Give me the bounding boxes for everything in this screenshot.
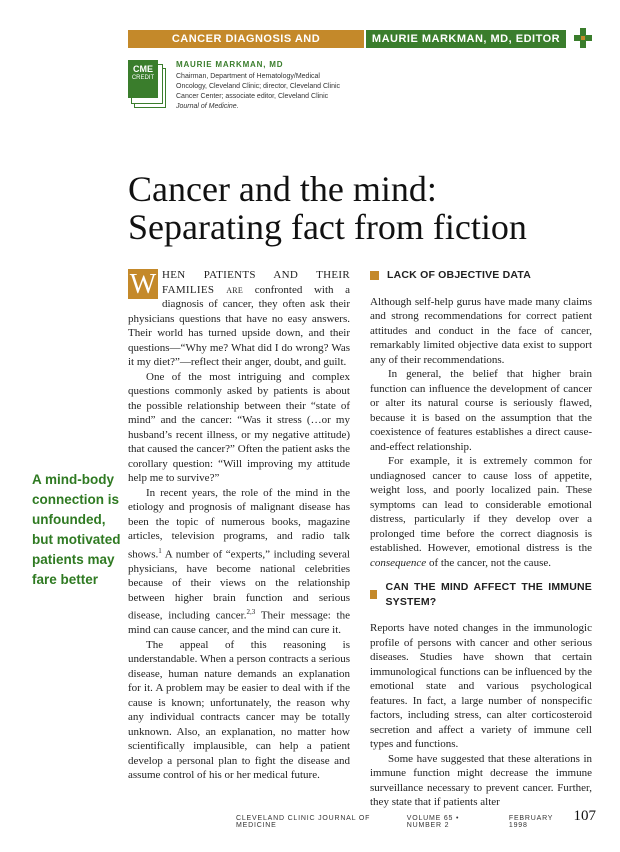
page-number: 107 [573,808,596,824]
page-footer [236,808,596,829]
section-heading-text: LACK OF OBJECTIVE DATA [387,269,532,281]
pull-quote [32,470,128,590]
column-left [128,268,350,783]
reference-mark: 1 [158,546,162,555]
section-banner [128,30,566,63]
square-bullet-icon [370,271,379,280]
paragraph [370,454,592,570]
cross-logo-icon [574,28,592,48]
paragraph: Some have suggested that these alterations in immune function might decrease the immune surveillance necessary to prevent cancer. Further, they state that if patients alter [370,752,592,808]
lead-in: HEN PATIENTS AND THEIR FAMILIES are [162,269,350,296]
pull-quote-line: but motivated [32,532,121,547]
paragraph-text: A number of “experts,” including several physicians, have become national celebrities because of their views on the relationship between higher brain function and serious disease, including cancer. [128,548,350,622]
section-heading [370,580,592,609]
title-line: Cancer and the mind: [128,169,437,209]
section-heading-text: CAN THE MIND AFFECT THE IMMUNE SYSTEM? [385,581,592,608]
paragraph: Reports have noted changes in the immunologic profile of persons with cancer and other serious diseases. Studies have shown that certain immunological functions can be influenced by the emotional state and various psychological features. In fact, a large number of nonspecific factors, including stress, can alter corticosteroid secretion and affect a variety of immune cell types and functions. [370,622,592,750]
section-label: CANCER DIAGNOSIS AND MANAGEMENT [128,30,364,48]
paragraph [128,268,350,370]
reference-mark: 2,3 [246,608,256,617]
cme-text: CME [133,64,153,74]
emphasis: consequence [370,556,427,569]
paragraph: Although self-help gurus have made many claims and strong recommendations for correct patient attitudes and conduct in the face of cancer, remarkably limited objective data exist to support any of their recommendations. [370,295,592,366]
issue-date: FEBRUARY 1998 [508,815,554,829]
author-name: MAURIE MARKMAN, MD [176,60,284,69]
paragraph-text: confronted with a diagnosis of cancer, they often ask their physicians questions that have no easy answers. Their world has turned upside down, and their questions—“Why me? What did I do wrong? Was it my diet?”—reflect their anger, doubt, and guilt. [128,283,350,368]
column-right [370,268,592,810]
paragraph-text: In recent years, the role of the mind in the etiology and prognosis of malignant disease has been the topic of numerous books, magazine articles, television programs, and radio talk shows. [128,486,350,561]
drop-cap: W [129,269,157,300]
credit-text: CREDIT [131,75,155,81]
journal-name: CLEVELAND CLINIC JOURNAL OF MEDICINE [236,815,371,829]
author-bio-line: Oncology, Cleveland Clinic; director, Cleveland Clinic [176,83,341,90]
pull-quote-line: fare better [32,572,99,587]
paragraph-text: Their message: the mind can cause cancer, and the mind can cure it. [128,609,350,637]
author-block [176,60,376,112]
editor-label: MAURIE MARKMAN, MD, EDITOR [366,30,566,48]
author-bio-line: Chairman, Department of Hematology/Medical [176,73,320,80]
paragraph: In general, the belief that higher brain function can influence the development of cancer or alter its natural course is seriously flawed, because it is based on the assumption that the coexistence of features establishes a direct cause-and-effect relationship. [370,368,592,453]
paragraph-text: of the cancer, not the cause. [426,556,551,569]
paragraph: One of the most intriguing and complex questions commonly asked by patients is about the possible relationship between their “state of mind” and the cancer: “Was it stress (…or my husband’s recent illness, or my negative attitude) that caused the cancer?” Often the patient asks the corollary question: “Will improving my attitude help me to survive?” [128,370,350,484]
cme-credit-badge [128,60,164,106]
pull-quote-line: unfounded, [32,512,106,527]
section-heading [370,268,592,283]
author-bio-line: Cancer Center; associate editor, Cleveland Clinic [176,93,329,100]
square-bullet-icon [370,590,377,599]
title-line: Separating fact from fiction [128,207,527,247]
pull-quote-line: A mind-body [32,472,114,487]
paragraph-text: For example, it is extremely common for undiagnosed cancer to cause loss of appetite, weight loss, and poorly localized pain. These symptoms can lead to considerable emotional distress, particularly if they develop over a prolonged time before the correct diagnosis is established. However, emotional distress is the [370,455,592,554]
volume-number: VOLUME 65 • NUMBER 2 [406,815,460,829]
article-title [128,170,568,246]
paragraph: The appeal of this reasoning is understandable. When a person contracts a serious disease, human nature demands an explanation for it. A problem may be easier to deal with if the cause is known; unfortunately, the reason why any individual contracts cancer may be totally unknown. Also, an explanation, no matter how scientifically implausible, can help a patient develop a personal plan to fight the disease and assume control of his or her medical future. [128,638,350,782]
author-bio [176,72,376,112]
author-bio-line: Journal of Medicine. [176,103,239,110]
paragraph [128,486,350,638]
pull-quote-line: patients may [32,552,115,567]
pull-quote-line: connection is [32,492,120,507]
